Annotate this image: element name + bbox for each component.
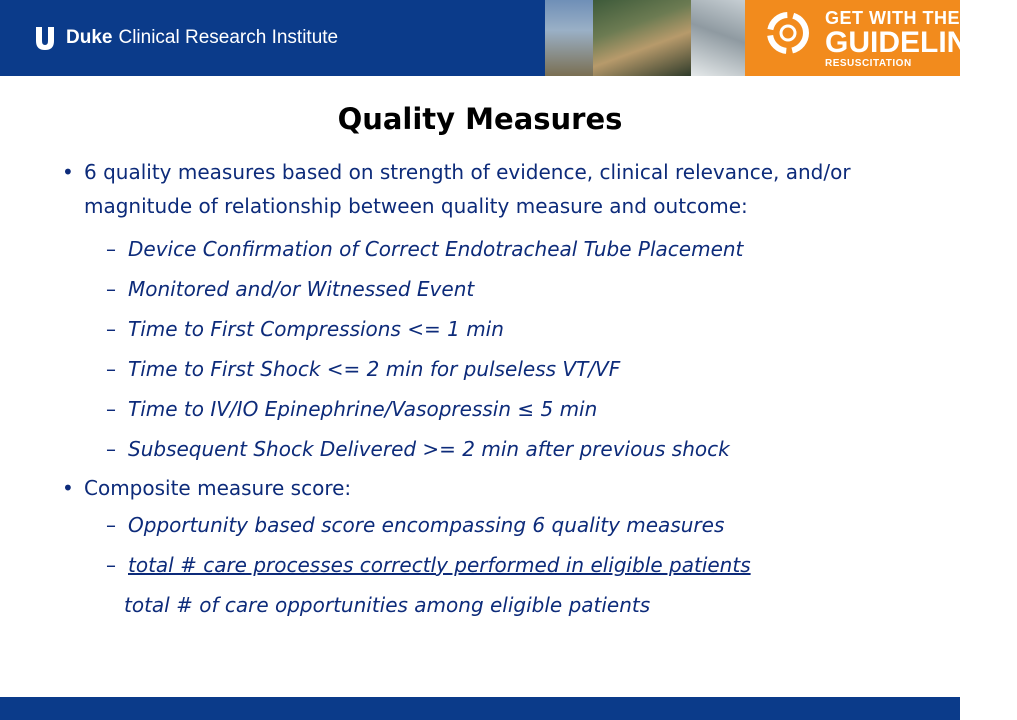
dash-icon: – [106,237,116,261]
sub-item-text: Time to First Shock <= 2 min for pulseless VT/VF [128,357,621,381]
logo-line-3: RESUSCITATION [825,58,912,69]
header-band [0,0,1017,76]
get-with-the-guidelines-logo [745,0,1017,76]
logo-line-2: GUIDELINES. [825,26,1017,59]
sub-item [62,429,892,469]
dash-icon: – [106,397,116,421]
sub-item-text: Subsequent Shock Delivered >= 2 min after previous shock [128,437,730,461]
guidelines-ring-icon [763,8,813,58]
dash-icon: – [106,513,116,537]
bullet-composite-score [62,471,892,505]
dash-icon: – [106,357,116,381]
slide-content [62,155,892,625]
sub-item-text: Time to IV/IO Epinephrine/Vasopressin ≤ 5 min [128,397,598,421]
bullet-text: 6 quality measures based on strength of evidence, clinical relevance, and/or magnitude of relationship between quality measure and outcome: [84,160,851,218]
header-photo [545,0,593,76]
formula-numerator [62,545,892,585]
sub-item-text: Time to First Compressions <= 1 min [128,317,504,341]
dash-icon: – [106,317,116,341]
slide-title: Quality Measures [337,102,623,136]
sub-item [62,229,892,269]
dash-icon: – [106,277,116,301]
numerator-text: total # care processes correctly performed in eligible patients [128,553,751,577]
duke-logo [34,24,338,52]
duke-shield-icon [34,25,56,51]
sub-item [62,349,892,389]
sub-item [62,309,892,349]
bullet-quality-measures [62,155,892,223]
header-photo [593,0,691,76]
sub-item [62,269,892,309]
brand-name-strong: Duke [66,27,113,48]
bullet-icon: • [62,476,74,500]
footer-band [0,697,960,720]
header-photo [691,0,745,76]
sub-item-text: Device Confirmation of Correct Endotracheal Tube Placement [128,237,744,261]
sub-item-text: Opportunity based score encompassing 6 quality measures [128,513,725,537]
sub-item [62,389,892,429]
bullet-icon: • [62,160,74,184]
bullet-text: Composite measure score: [84,476,352,500]
brand-name-rest: Clinical Research Institute [118,27,339,48]
logo-line-1: GET WITH THE [825,8,960,28]
sub-item [62,505,892,545]
header-photo-strip [545,0,745,76]
dash-icon: – [106,437,116,461]
dash-icon: – [106,553,116,577]
formula-denominator: total # of care opportunities among eligible patients [124,593,651,617]
sub-item-text: Monitored and/or Witnessed Event [128,277,475,301]
